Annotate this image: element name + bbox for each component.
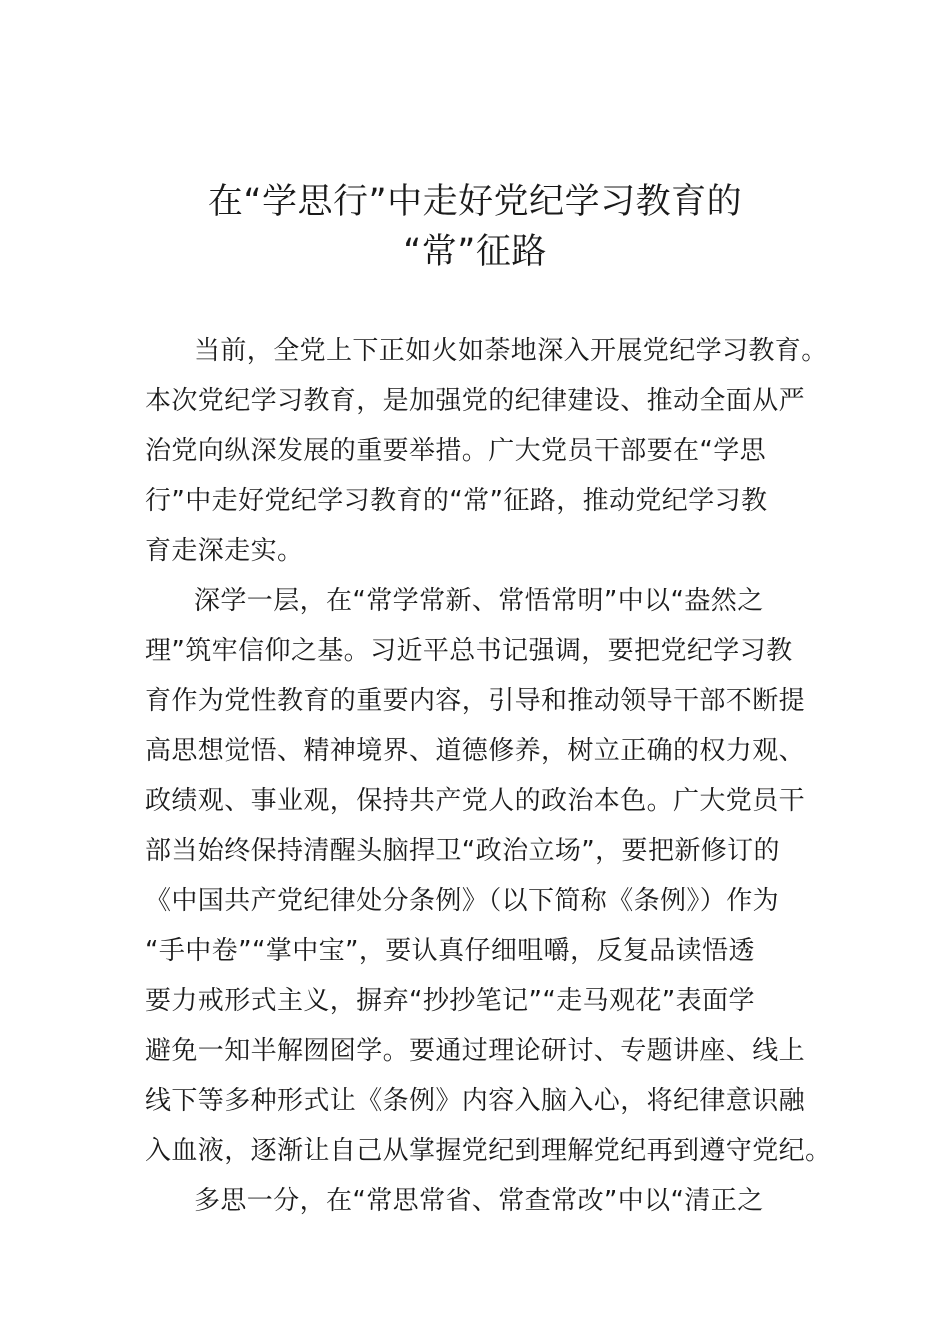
paragraph-line: 行”中走好党纪学习教育的“常”征路，推动党纪学习教 — [145, 486, 768, 516]
paragraph-line: 育走深走实。 — [145, 536, 304, 566]
paragraph-line: 要力戒形式主义，摒弃“抄抄笔记”“走马观花”表面学 — [145, 986, 755, 1016]
paragraph-line: 本次党纪学习教育，是加强党的纪律建设、推动全面从严 — [145, 386, 806, 416]
paragraph-line: 政绩观、事业观，保持共产党人的政治本色。广大党员干 — [145, 786, 806, 816]
paragraph-line: 治党向纵深发展的重要举措。广大党员干部要在“学思 — [145, 436, 767, 466]
paragraph-line: 深学一层，在“常学常新、常悟常明”中以“盎然之 — [194, 586, 764, 616]
paragraph-line: 多思一分，在“常思常省、常查常改”中以“清正之 — [194, 1186, 764, 1216]
paragraph-line: 高思想觉悟、精神境界、道德修养，树立正确的权力观、 — [145, 736, 806, 766]
document-title-line-2: “常”征路 — [403, 232, 547, 272]
paragraph-line: 部当始终保持清醒头脑捍卫“政治立场”，要把新修订的 — [145, 836, 780, 866]
paragraph-line: “手中卷”“掌中宝”，要认真仔细咀嚼，反复品读悟透 — [145, 936, 755, 966]
paragraph-line: 线下等多种形式让《条例》内容入脑入心，将纪律意识融 — [145, 1086, 806, 1116]
document-title-line-1: 在“学思行”中走好党纪学习教育的 — [207, 182, 743, 222]
paragraph-line: 入血液，逐渐让自己从掌握党纪到理解党纪再到遵守党纪。 — [145, 1136, 832, 1166]
paragraph-line: 《中国共产党纪律处分条例》（以下简称《条例》）作为 — [145, 886, 780, 916]
paragraph-line: 避免一知半解囫囵学。要通过理论研讨、专题讲座、线上 — [145, 1036, 806, 1066]
paragraph-line: 育作为党性教育的重要内容，引导和推动领导干部不断提 — [145, 686, 806, 716]
paragraph-line: 当前，全党上下正如火如荼地深入开展党纪学习教育。 — [194, 336, 828, 366]
paragraph-line: 理”筑牢信仰之基。习近平总书记强调，要把党纪学习教 — [145, 636, 793, 666]
